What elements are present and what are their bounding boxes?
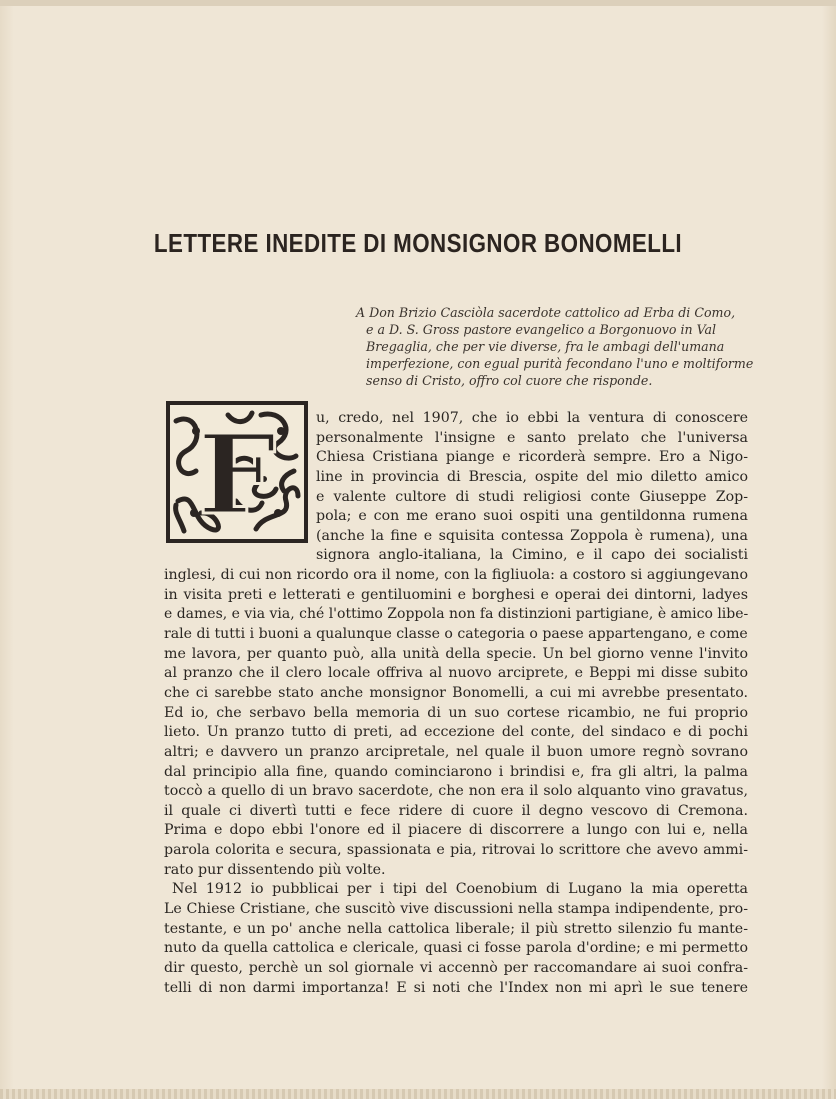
- text-line: e valente cultore di studi religiosi conte Giuseppe Zop-: [316, 488, 748, 505]
- dedication-line: imperfezione, con egual purità fecondano l'uno e moltiforme: [366, 356, 754, 371]
- text-line: Le Chiese Cristiane, che suscitò vive discussioni nella stampa indipendente, pro-: [164, 901, 748, 918]
- dedication-line: senso di Cristo, offro col cuore che risponde.: [366, 373, 653, 388]
- text-line: me lavora, per quanto può, alla unità della specie. Un bel giorno venne l'invito: [164, 645, 748, 662]
- text-line: toccò a quello di un bravo sacerdote, che non era il solo alquanto vino gravatus,: [164, 783, 748, 800]
- text-line: Prima e dopo ebbi l'onore ed il piacere di discorrere a lungo con lui e, nella: [164, 822, 748, 839]
- text-line: u, credo, nel 1907, che io ebbi la ventura di conoscere: [316, 410, 748, 426]
- text-line: Ed io, che serbavo bella memoria di un suo cortese ricambio, ne fui proprio: [164, 704, 748, 721]
- text-line: Nel 1912 io pubblicai per i tipi del Coenobium di Lugano la mia operetta: [172, 881, 748, 898]
- text-line: line in provincia di Brescia, ospite del mio diletto amico: [316, 468, 748, 485]
- dedication-line: A Don Brizio Casciòla sacerdote cattolico ad Erba di Como,: [356, 305, 736, 320]
- text-line: altri; e davvero un pranzo arcipretale, nel quale il buon umore regnò sovrano: [164, 743, 748, 760]
- text-line: Chiesa Cristiana piange e ricorderà sempre. Ero a Nigo-: [316, 449, 748, 466]
- text-line: (anche la fine e squisita contessa Zoppola è rumena), una: [316, 527, 748, 544]
- page-title: LETTERE INEDITE DI MONSIGNOR BONOMELLI: [153, 228, 683, 258]
- dedication-line: Bregaglia, che per vie diverse, fra le ambagi dell'umana: [366, 339, 725, 354]
- text-line: in visita preti e letterati e gentiluomini e borghesi e operai dei dintorni, ladyes: [164, 586, 748, 603]
- dedication: [356, 304, 754, 389]
- text-line: rato pur dissentendo più volte.: [164, 861, 386, 878]
- text-line: dir questo, perchè un sol giornale vi accennò per raccomandare ai suoi confra-: [164, 959, 748, 976]
- text-line: al pranzo che il clero locale offriva al nuovo arciprete, e Beppi mi disse subito: [164, 665, 748, 682]
- body-text: [164, 409, 748, 998]
- text-line: dal principio alla fine, quando cominciarono i brindisi e, fra gli altri, la palma: [164, 763, 748, 780]
- text-line: rale di tutti i buoni a qualunque classe o categoria o paese appartengano, e come: [164, 626, 748, 643]
- text-line: personalmente l'insigne e santo prelato che l'universa: [316, 429, 748, 446]
- text-line: testante, e un po' anche nella cattolica liberale; il più stretto silenzio fu mante-: [164, 920, 748, 937]
- page-top-edge: [0, 0, 836, 6]
- text-line: parola colorita e secura, spassionata e pia, ritrovai lo scrittore che avevo ammi-: [164, 842, 748, 859]
- text-line: telli di non darmi importanza! E si noti che l'Index non mi aprì le sue tenere: [164, 979, 748, 996]
- text-line: signora anglo-italiana, la Cimino, e il capo dei socialisti: [316, 547, 748, 564]
- initial-letter: F: [197, 410, 277, 539]
- text-line: inglesi, di cui non ricordo ora il nome, con la figliuola: a costoro si aggiungevano: [164, 567, 748, 584]
- text-line: lieto. Un pranzo tutto di preti, ad eccezione del conte, del sindaco e di pochi: [164, 724, 748, 741]
- text-line: e dames, e via via, ché l'ottimo Zoppola non fa distinzioni partigiane, è amico libe-: [164, 606, 749, 623]
- page-bottom-edge: [0, 1089, 836, 1099]
- text-line: che ci sarebbe stato anche monsignor Bonomelli, a cui mi avrebbe presentato.: [164, 684, 748, 701]
- dedication-line: e a D. S. Gross pastore evangelico a Borgonuovo in Val: [366, 322, 717, 337]
- text-line: pola; e con me erano suoi ospiti una gentildonna rumena: [316, 508, 748, 525]
- text-line: il quale ci divertì tutti e fece ridere di cuore il degno vescovo di Cremona.: [164, 802, 748, 819]
- text-line: nuto da quella cattolica e clericale, quasi ci fosse parola d'ordine; e mi permetto: [164, 940, 748, 957]
